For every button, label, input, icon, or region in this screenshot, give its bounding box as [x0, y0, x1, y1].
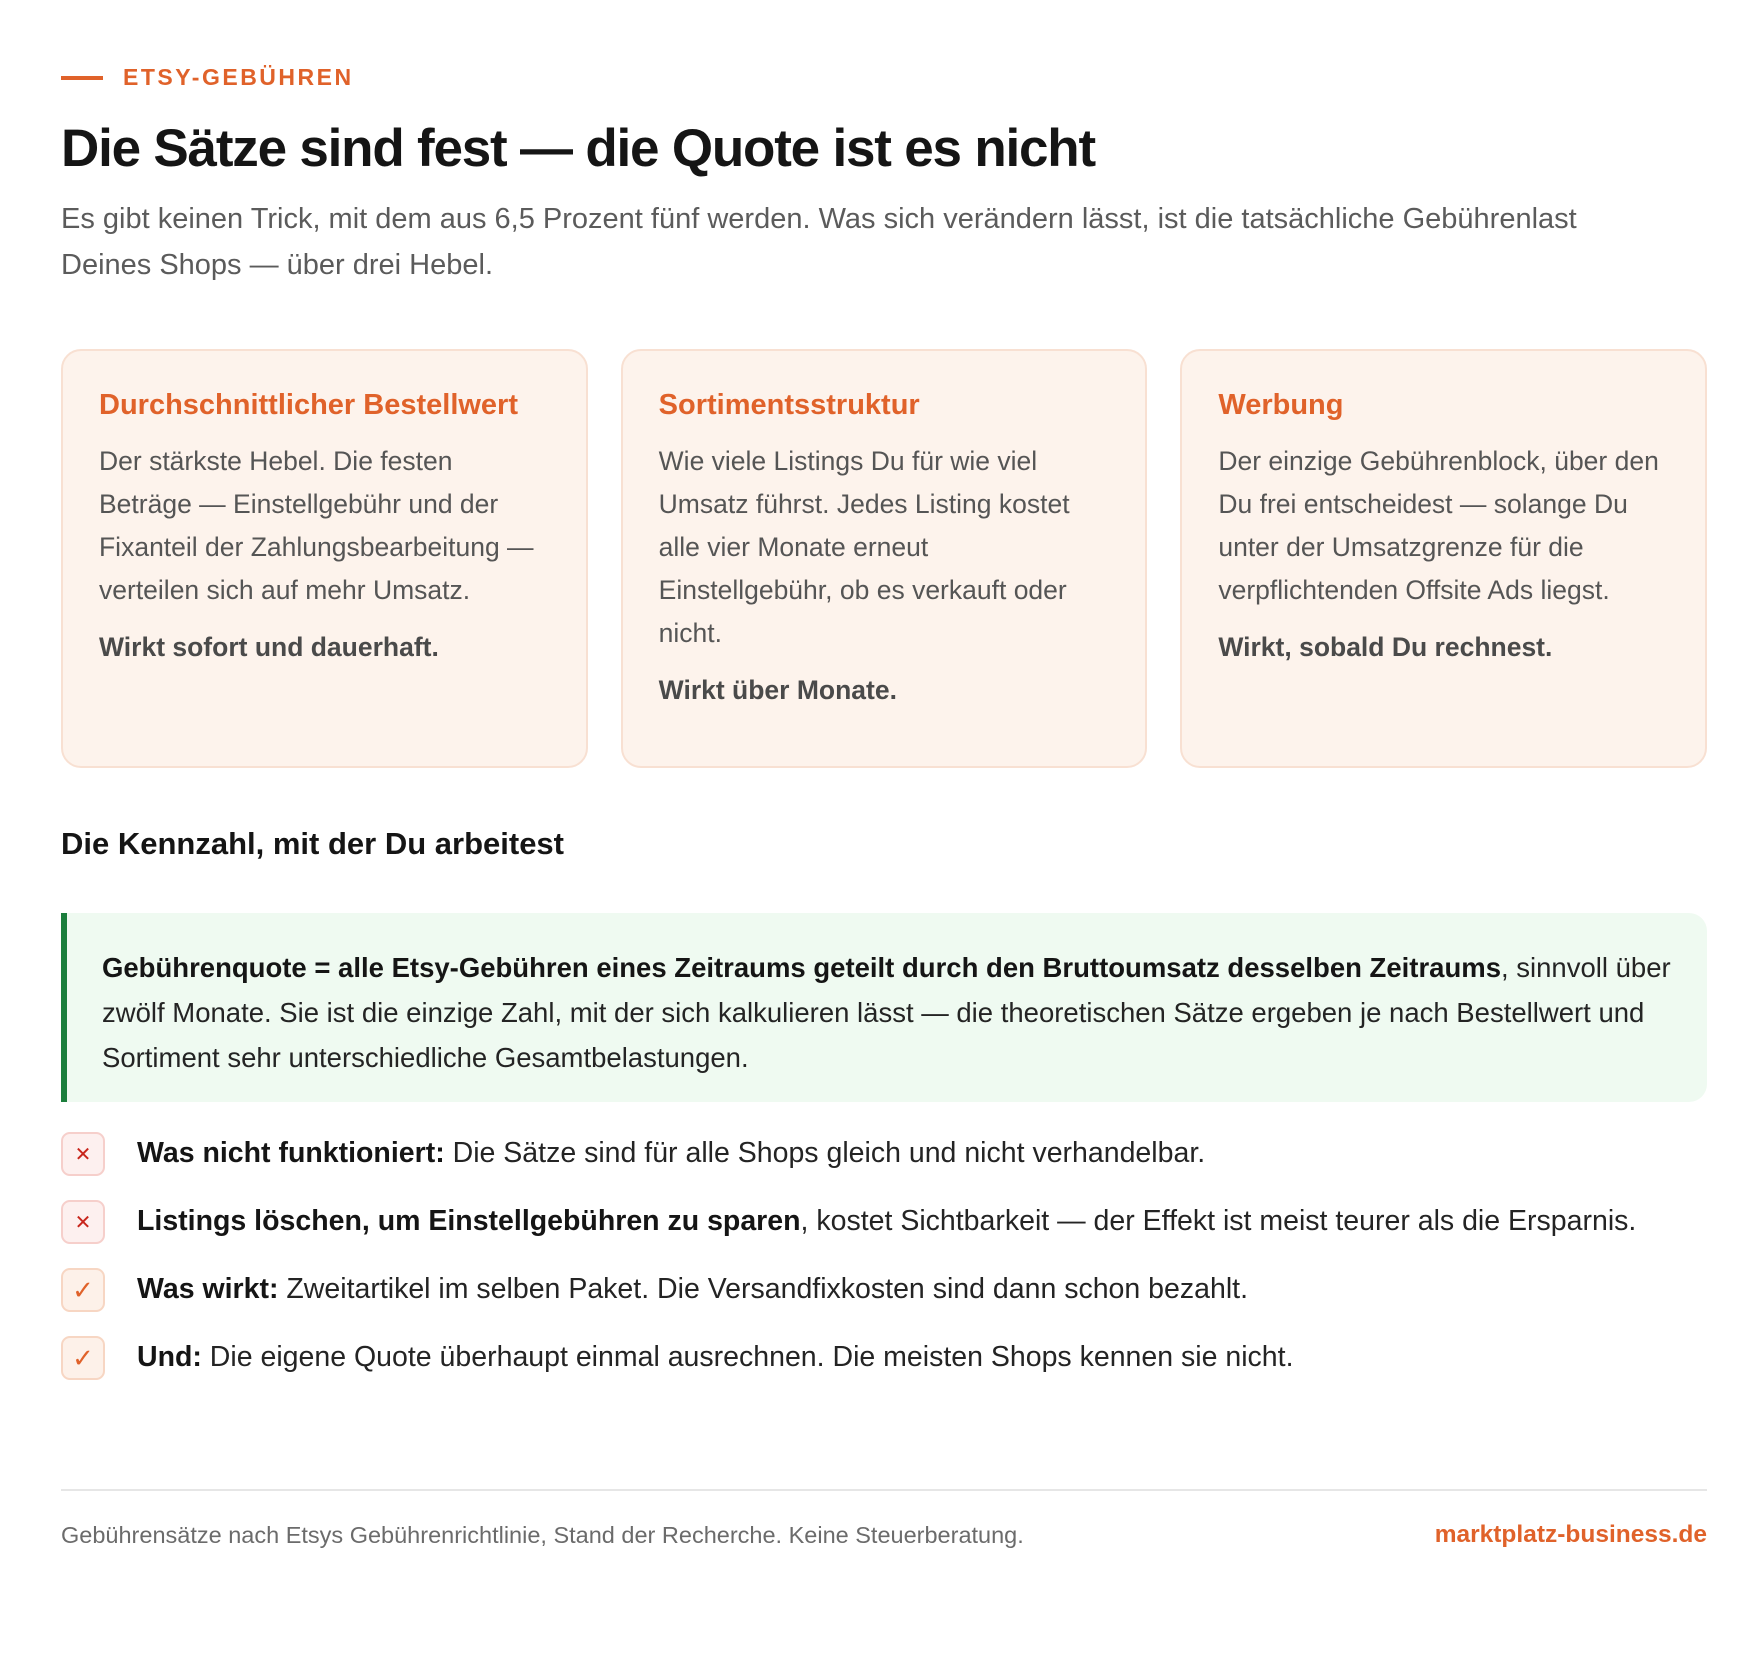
list-item-body: Zweitartikel im selben Paket. Die Versandfixkosten sind dann schon bezahlt.	[278, 1273, 1248, 1305]
card-title: Werbung	[1218, 389, 1344, 421]
card-note: Wirkt sofort und dauerhaft.	[99, 632, 439, 662]
check-icon: ✓	[61, 1336, 105, 1380]
list-item-text	[137, 1198, 1636, 1244]
page-title: Die Sätze sind fest — die Quote ist es nicht	[61, 119, 1095, 178]
list-item-body: Die eigene Quote überhaupt einmal ausrechnen. Die meisten Shops kennen sie nicht.	[201, 1341, 1294, 1373]
list-item-lead: Was wirkt:	[137, 1273, 279, 1305]
card-body: Der einzige Gebührenblock, über den Du frei entscheidest — solange Du unter der Umsatzgrenze für die verpflichtenden Offsite Ads liegst.	[1218, 446, 1659, 605]
list-item-body: Die Sätze sind für alle Shops gleich und nicht verhandelbar.	[444, 1137, 1206, 1169]
footer-divider	[61, 1489, 1707, 1491]
list-item-lead: Und:	[137, 1341, 202, 1373]
x-icon: ✕	[61, 1200, 105, 1244]
footer-note: Gebührensätze nach Etsys Gebührenrichtlinie, Stand der Recherche. Keine Steuerberatung.	[61, 1521, 1024, 1548]
list-item-body: , kostet Sichtbarkeit — der Effekt ist meist teurer als die Ersparnis.	[800, 1205, 1637, 1237]
tips-list	[61, 1130, 1707, 1402]
list-item	[61, 1198, 1707, 1244]
card-note: Wirkt über Monate.	[658, 675, 897, 705]
list-item-lead: Was nicht funktioniert:	[137, 1137, 445, 1169]
card-sortiment	[621, 349, 1148, 768]
footer	[61, 1521, 1707, 1549]
section-heading: Die Kennzahl, mit der Du arbeitest	[61, 826, 564, 861]
list-item-text	[137, 1130, 1205, 1176]
eyebrow	[61, 64, 354, 91]
formula-definition: Gebührenquote = alle Etsy-Gebühren eines Zeitraums geteilt durch den Bruttoumsatz desselben Zeitraums	[102, 952, 1501, 983]
site-link[interactable]: marktplatz-business.de	[1434, 1521, 1707, 1548]
card-bestellwert	[61, 349, 588, 768]
card-title: Sortimentsstruktur	[658, 389, 920, 421]
x-icon: ✕	[61, 1132, 105, 1176]
card-body: Wie viele Listings Du für wie viel Umsatz führst. Jedes Listing kostet alle vier Monate erneut Einstellgebühr, ob es verkauft oder nicht.	[658, 446, 1070, 648]
list-item-lead: Listings löschen, um Einstellgebühren zu sparen	[137, 1205, 801, 1237]
check-icon: ✓	[61, 1268, 105, 1312]
eyebrow-label: ETSY-GEBÜHREN	[123, 64, 354, 90]
eyebrow-accent-line	[61, 76, 103, 80]
formula-explanation: , sinnvoll über zwölf Monate. Sie ist die einzige Zahl, mit der sich kalkulieren lässt — die theoretischen Sätze ergeben je nach Bestellwert und Sortiment sehr unterschiedliche Gesamtbelastungen.	[102, 952, 1671, 1073]
list-item-text	[137, 1334, 1294, 1380]
card-body: Der stärkste Hebel. Die festen Beträge — Einstellgebühr und der Fixanteil der Zahlungsbearbeitung — verteilen sich auf mehr Umsatz.	[99, 446, 534, 605]
list-item	[61, 1266, 1707, 1312]
list-item-text	[137, 1266, 1248, 1312]
card-note: Wirkt, sobald Du rechnest.	[1218, 632, 1553, 662]
lever-cards	[61, 349, 1707, 768]
page-subtitle: Es gibt keinen Trick, mit dem aus 6,5 Prozent fünf werden. Was sich verändern lässt, ist die tatsächliche Gebührenlast Deines Shops — über drei Hebel.	[61, 203, 1577, 281]
list-item	[61, 1334, 1707, 1380]
formula-callout	[61, 913, 1707, 1102]
card-werbung	[1180, 349, 1707, 768]
list-item	[61, 1130, 1707, 1176]
card-title: Durchschnittlicher Bestellwert	[99, 389, 518, 421]
